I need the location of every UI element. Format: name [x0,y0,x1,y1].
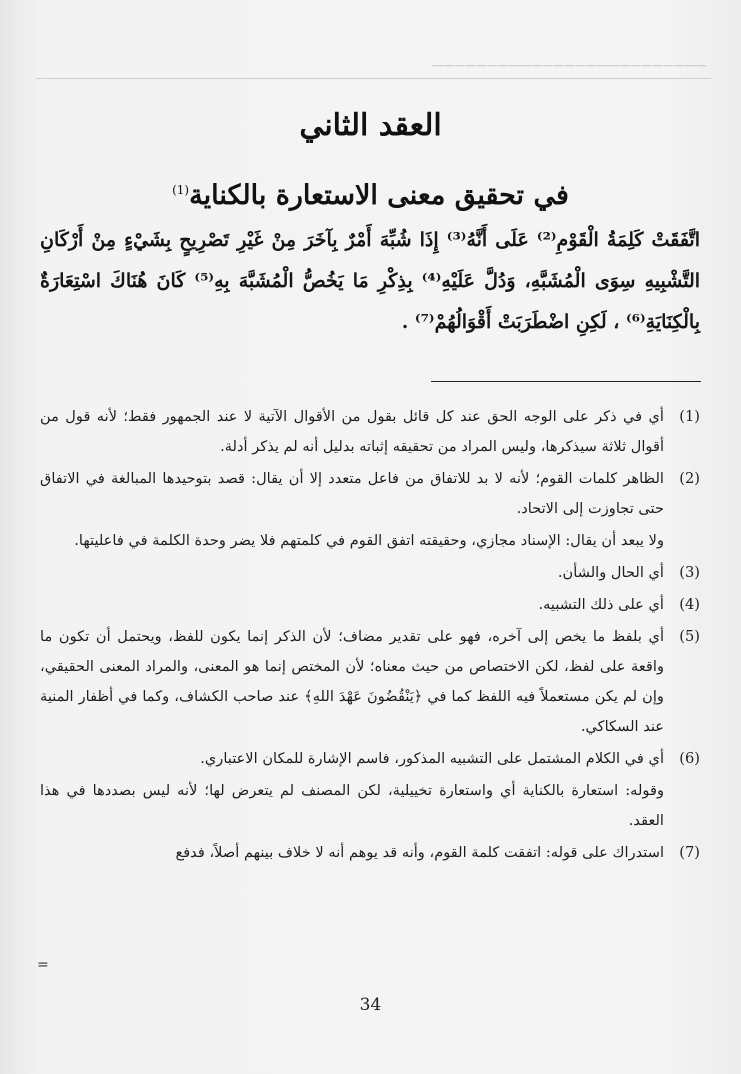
footnote-continuation: وقوله: استعارة بالكناية أي واستعارة تخييلية، لكن المصنف لم يتعرض لها؛ لأنه ليس بصددها في هذا العقد. [40,782,664,829]
subtitle-footnote-ref: (1) [172,183,190,198]
footnote-separator [431,381,701,382]
footnote-text: أي في الكلام المشتمل على التشبيه المذكور، فاسم الإشارة للمكان الاعتباري. [200,750,664,767]
main-text [40,220,700,343]
main-text-line: اتَّفَقَتْ كَلِمَةُ الْقَوْمِ⁽²⁾ عَلَى أَنَّهُ⁽³⁾ إِذَا شُبِّهَ أَمْرٌ بِآخَرَ مِنْ غَيْرِ تَصْرِيحٍ بِشَيْءٍ [124,229,700,251]
page-number: 34 [359,995,382,1015]
footnote [40,402,700,462]
main-text-line: مِنْ أَرْكَانِ التَّشْبِيهِ سِوَى الْمُشَبَّهِ، وَدُلَّ عَلَيْهِ⁽⁴⁾ بِذِكْرِ مَا يَخُصُّ الْمُشَبَّهَ بِهِ⁽⁵⁾ كَانَ [40,229,701,292]
footnote-number: (6) [679,750,700,767]
footnote [40,744,700,774]
chapter-title: العقد الثاني [299,108,442,144]
subtitle-text: في تحقيق معنى الاستعارة بالكناية [189,180,569,212]
footnote [40,590,700,620]
chapter-subtitle [0,180,741,211]
footnotes [40,402,700,870]
footnote-text: استدراك على قوله: اتفقت كلمة القوم، وأنه قد يوهم أنه لا خلاف بينهم أصلاً، فدفع [175,844,664,861]
footnote-text: الظاهر كلمات القوم؛ لأنه لا بد للاتفاق من فاعل متعدد إلا أن يقال: قصد بتوحيدها المبالغة في الاتفاق حتى تجاوزت إلى الاتحاد. [40,470,664,517]
bleed-through-running-header: ————————————————————————— [36,52,711,79]
footnote [40,838,700,868]
footnote-number: (7) [679,844,700,861]
footnote-continuation: ولا يبعد أن يقال: الإسناد مجازي، وحقيقته اتفق القوم في كلمتهم فلا يضر وحدة الكلمة في فاعليتها. [74,532,664,549]
footnote-number: (5) [679,628,700,645]
footnote-text: أي على ذلك التشبيه. [538,596,664,613]
footnote-text: أي بلفظ ما يخص إلى آخره، فهو على تقدير مضاف؛ لأن الذكر إنما يكون للفظ، ويحتمل أن تكون ما واقعة على لفظ، لكن الاختصاص من حيث معناه؛ لأن المختص إنما هو المعنى، والمراد المعنى الحقيقي، وإن لم يكن مستعملاً فيه اللفظ كما في ﴿يَنْقُضُونَ عَهْدَ اللهِ﴾ عند صاحب الكشاف، وكما في أظفار المنية عند السكاكي. [40,628,664,735]
continuation-mark: = [37,957,49,973]
footnote-text: أي الحال والشأن. [557,564,664,581]
footnote-number: (3) [679,564,700,581]
main-text-line: هُنَاكَ اسْتِعَارَةٌ بِالْكِنَايَةِ⁽⁶⁾ ، لَكِنِ اضْطَرَبَتْ أَقْوَالُهُمْ⁽⁷⁾ . [40,270,700,333]
footnote [40,558,700,588]
footnote-number: (1) [679,408,700,425]
footnote [40,464,700,524]
footnote [40,622,700,742]
footnote-number: (2) [679,470,700,487]
footnote-number: (4) [679,596,700,613]
footnote-text: أي في ذكر على الوجه الحق عند كل قائل بقول من الأقوال الآتية لا عند الجمهور فقط؛ لأنه قول من أقوال ثلاثة سيذكرها، وليس المراد من تحقيقه إثباته بدليل أنه لم يذكر أدلة. [40,408,664,455]
